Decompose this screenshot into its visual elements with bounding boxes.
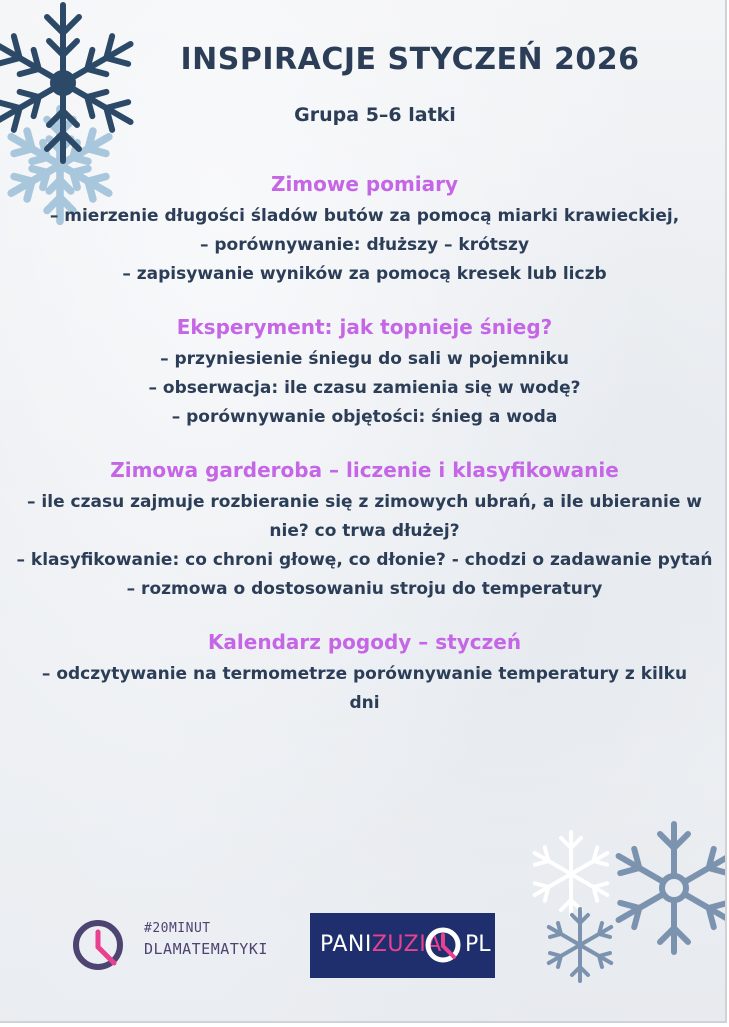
section-item: – porównywanie: dłuższy – krótszy <box>199 235 530 255</box>
logo2-part-a: PANI <box>320 932 372 957</box>
section-item: – klasyfikowanie: co chroni głowę, co dłonie? - chodzi o zadawanie pytań <box>16 550 713 570</box>
logo-panizuzia <box>310 913 495 978</box>
section-item: – mierzenie długości śladów butów za pomocą miarki krawieckiej, <box>49 206 680 226</box>
section-heading: Eksperyment: jak topnieje śnieg? <box>176 315 553 339</box>
page-subtitle: Grupa 5–6 latki <box>294 104 456 126</box>
snowflake-icon-dark <box>0 0 138 168</box>
logo1-text <box>144 921 268 958</box>
section-kalendarz-pogody <box>0 630 727 718</box>
page-title: INSPIRACJE STYCZEŃ 2026 <box>180 42 640 77</box>
snowflake-icon-steel <box>612 818 727 958</box>
clock-q-icon <box>423 925 463 965</box>
clock-q-icon <box>70 917 128 975</box>
logo1-name: DLAMATEMATYKI <box>144 940 268 958</box>
section-heading: Zimowa garderoba – liczenie i klasyfikowanie <box>110 458 619 482</box>
section-item: – ile czasu zajmuje rozbieranie się z zimowych ubrań, a ile ubieranie w nie? co trwa dłużej? <box>27 492 702 541</box>
section-item: – rozmowa o dostosowaniu stroju do temperatury <box>126 579 603 599</box>
section-heading: Zimowe pomiary <box>270 172 459 196</box>
logo2-pl: PL <box>465 932 491 957</box>
logo1-tag: #20MINUT <box>144 921 211 936</box>
section-item: – odczytywanie na termometrze porównywanie temperatury z kilku dni <box>41 664 688 713</box>
section-heading: Kalendarz pogody – styczeń <box>207 630 522 654</box>
section-zimowe-pomiary <box>0 172 727 289</box>
section-item: – obserwacja: ile czasu zamienia się w wodę? <box>148 378 581 398</box>
section-eksperyment <box>0 315 727 432</box>
snowflake-icon-small <box>540 905 620 985</box>
logo-20minut-dlamatematyki <box>70 915 270 975</box>
logo2-part-b: ZUZIA <box>371 932 442 957</box>
section-zimowa-garderoba <box>0 458 727 604</box>
activity-sections <box>0 172 727 744</box>
section-item: – przyniesienie śniegu do sali w pojemniku <box>160 349 569 369</box>
section-item: – porównywanie objętości: śnieg a woda <box>171 407 558 427</box>
section-item: – zapisywanie wyników za pomocą kresek lub liczb <box>122 264 607 284</box>
